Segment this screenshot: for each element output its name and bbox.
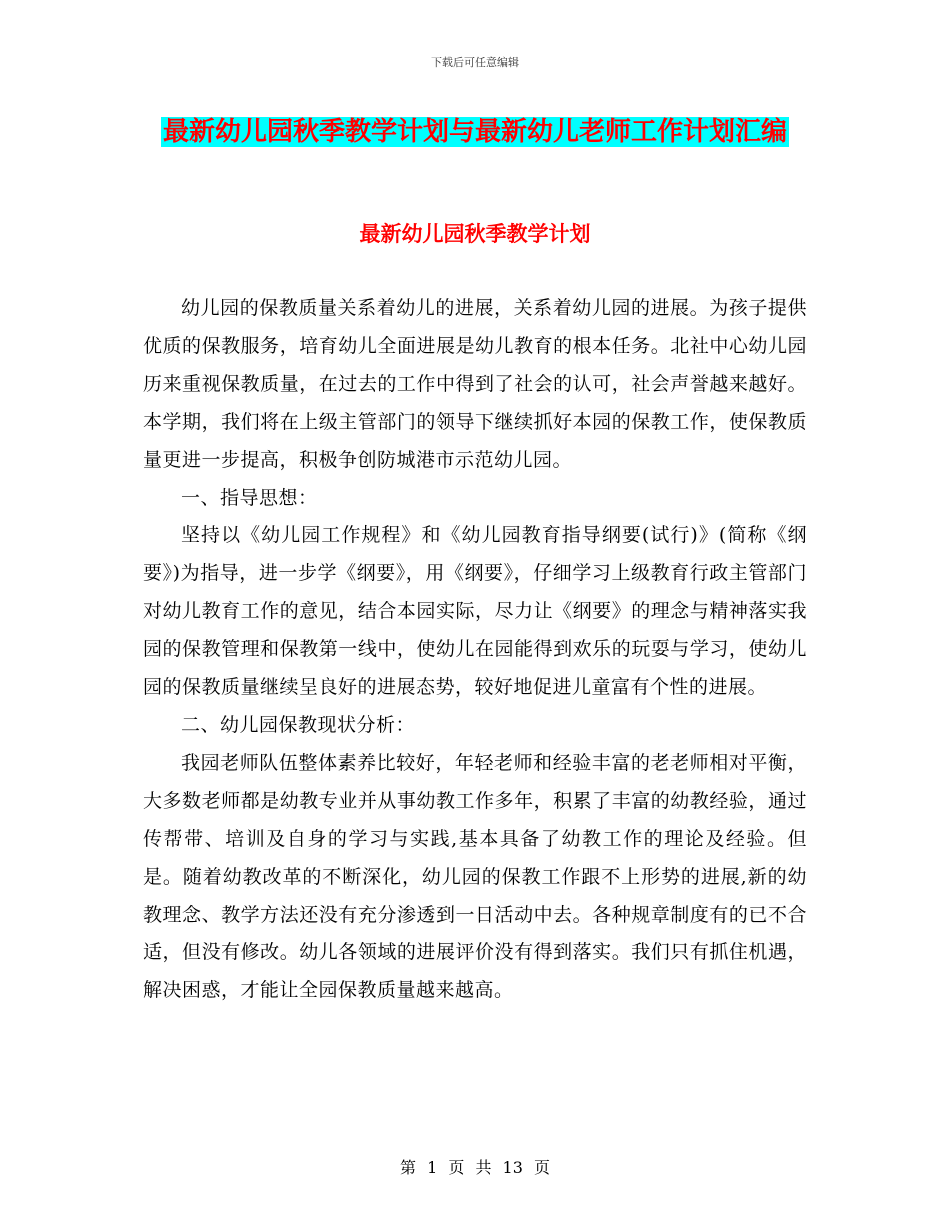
- document-title-text: 最新幼儿园秋季教学计划与最新幼儿老师工作计划汇编: [162, 117, 787, 147]
- heading-status-analysis: 二、幼儿园保教现状分析：: [181, 713, 416, 736]
- page-number-footer: 第 1 页 共 13 页: [400, 1158, 550, 1177]
- paragraph-intro: 幼儿园的保教质量关系着幼儿的进展，关系着幼儿园的进展。为孩子提供优质的保教服务，培育幼儿全面进展是幼儿教育的根本任务。北社中心幼儿园历来重视保教质量，在过去的工作中得到了社会的认可，社会声誉越来越好。本学期，我们将在上级主管部门的领导下继续抓好本园的保教工作，使保教质量更进一步提高，积极争创防城港市示范幼儿园。: [143, 297, 807, 471]
- document-title: [140, 110, 810, 154]
- heading-guiding-thought: 一、指导思想：: [181, 486, 318, 509]
- section-title: 最新幼儿园秋季教学计划: [359, 222, 591, 246]
- document-body: [143, 290, 807, 1010]
- header-note: 下载后可任意编辑: [431, 56, 519, 69]
- paragraph-status-analysis: 我园老师队伍整体素养比较好，年轻老师和经验丰富的老老师相对平衡，大多数老师都是幼教专业并从事幼教工作多年，积累了丰富的幼教经验，通过传帮带、培训及自身的学习与实践,基本具备了幼教工作的理论及经验。但是。随着幼教改革的不断深化，幼儿园的保教工作跟不上形势的进展,新的幼教理念、教学方法还没有充分渗透到一日活动中去。各种规章制度有的已不合适，但没有修改。幼儿各领域的进展评价没有得到落实。我们只有抓住机遇，解决困惑，才能让全园保教质量越来越高。: [143, 751, 807, 1002]
- paragraph-guiding-thought: 坚持以《幼儿园工作规程》和《幼儿园教育指导纲要(试行)》(简称《纲要》)为指导，进一步学《纲要》，用《纲要》，仔细学习上级教育行政主管部门对幼儿教育工作的意见，结合本园实际，尽力让《纲要》的理念与精神落实我园的保教管理和保教第一线中，使幼儿在园能得到欢乐的玩耍与学习，使幼儿园的保教质量继续呈良好的进展态势，较好地促进儿童富有个性的进展。: [143, 524, 807, 699]
